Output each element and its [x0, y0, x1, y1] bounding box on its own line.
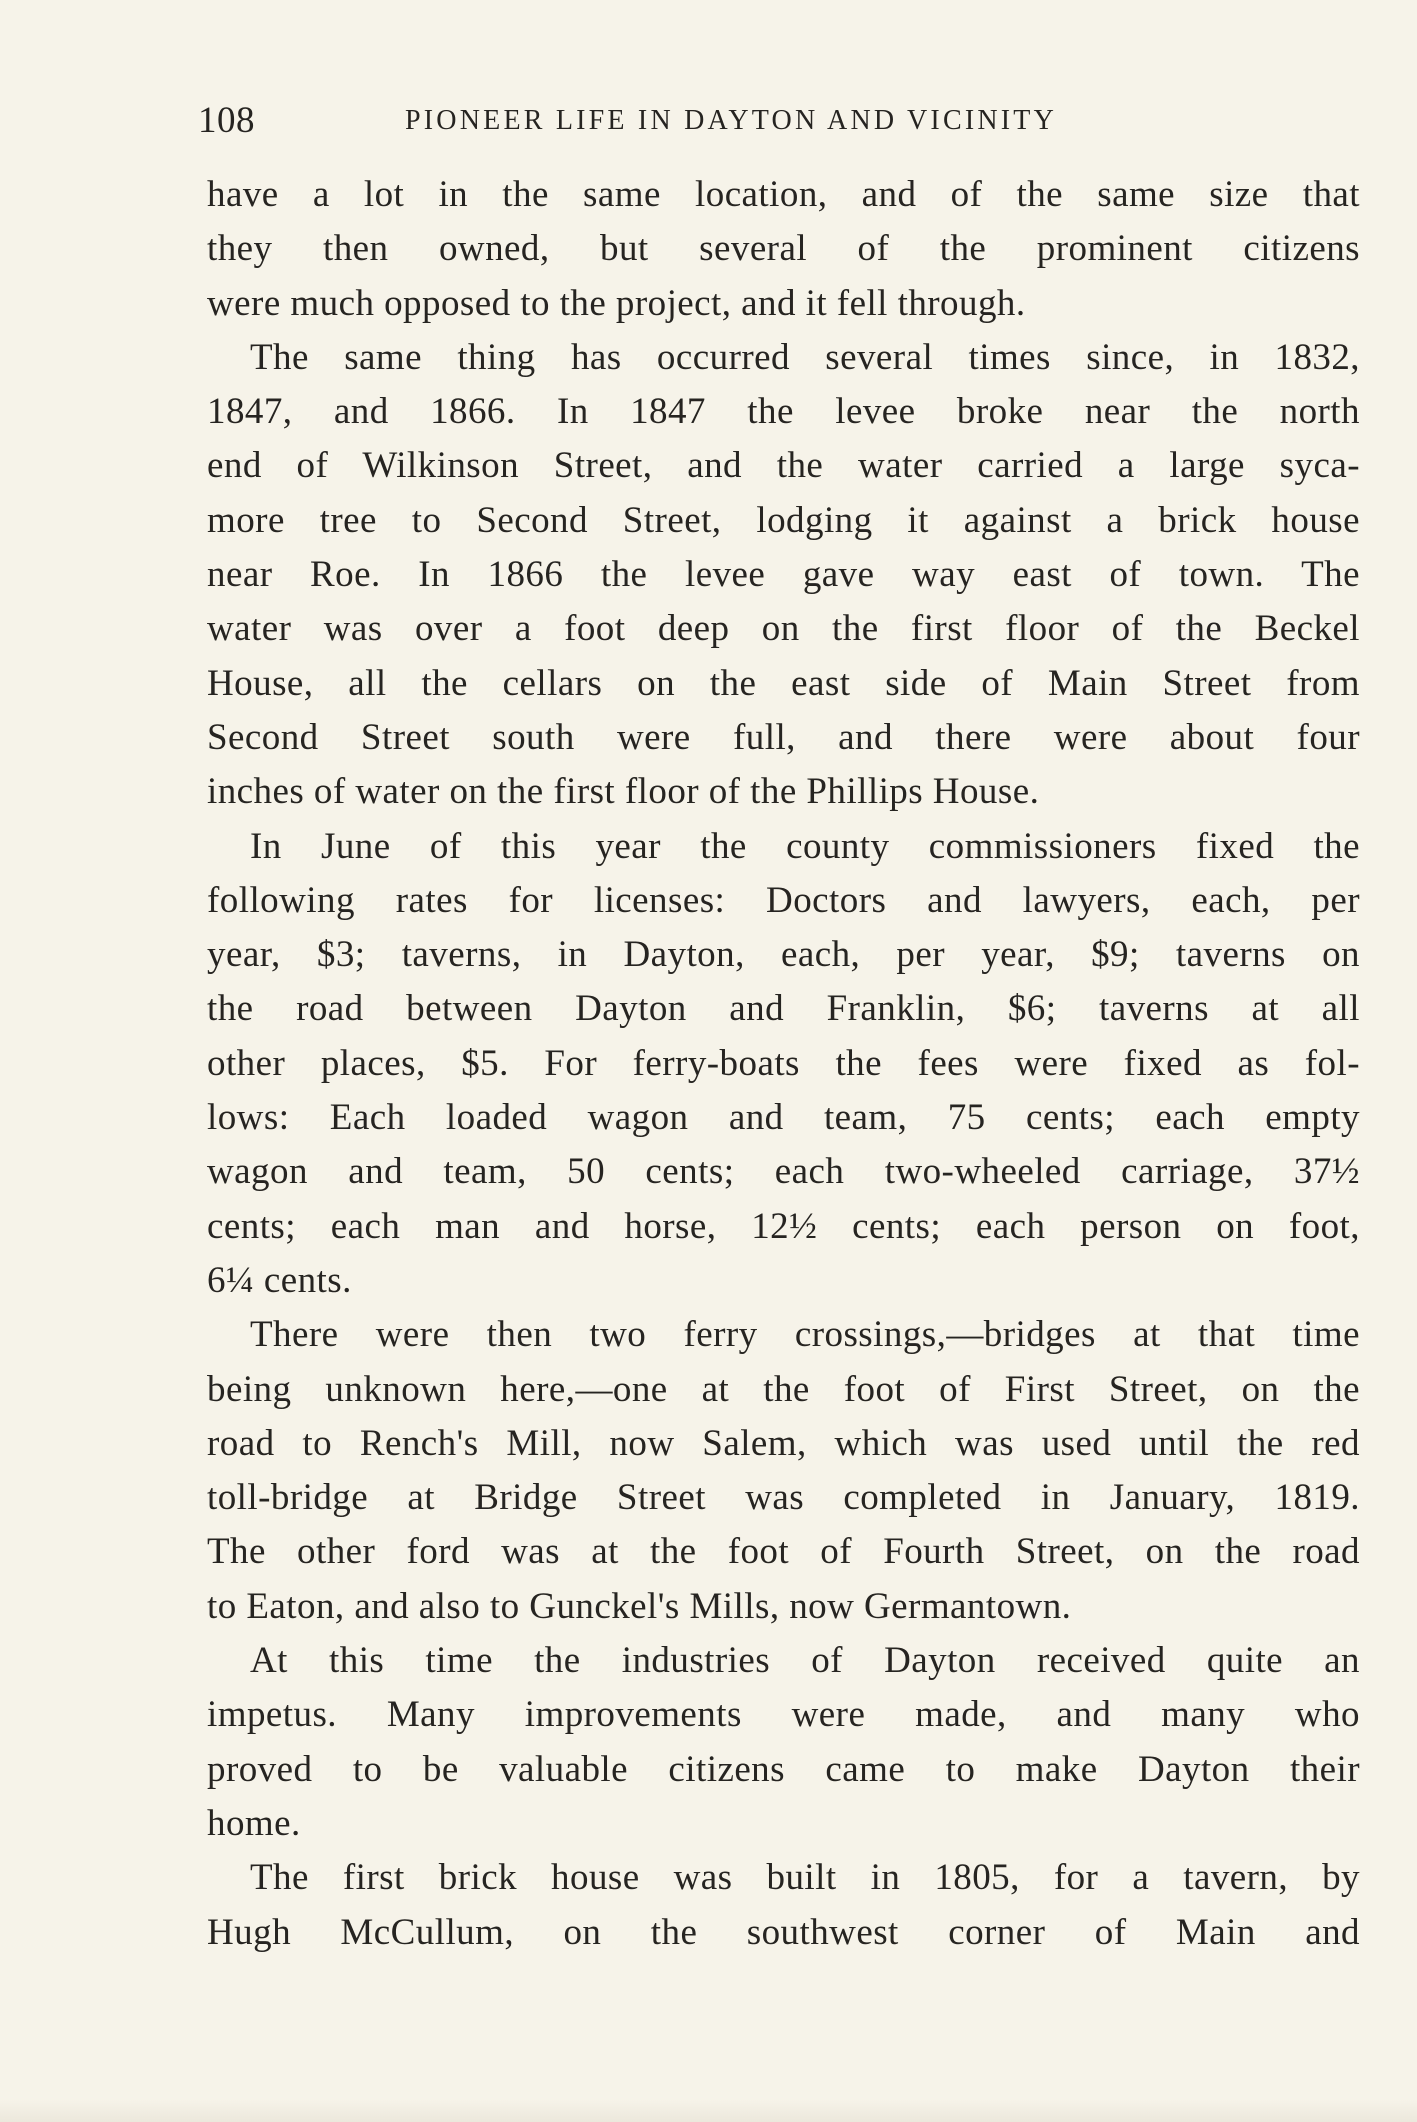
paragraph-ferry-crossings: [207, 1308, 1360, 1634]
text-line: home.: [207, 1802, 301, 1844]
text-line: The first brick house was built in 1805, for a tavern, by: [250, 1857, 1360, 1899]
text-line: inches of water on the first floor of the Phillips House.: [207, 771, 1040, 813]
text-line: water was over a foot deep on the first floor of the Beckel: [207, 608, 1360, 650]
text-line: impetus. Many improvements were made, and many who: [207, 1694, 1360, 1736]
text-line: There were then two ferry crossings,—bridges at that time: [250, 1314, 1360, 1356]
text-line: lows: Each loaded wagon and team, 75 cents; each empty: [207, 1097, 1360, 1139]
text-line: road to Rench's Mill, now Salem, which was used until the red: [207, 1422, 1360, 1464]
paragraph-first-brick-house: [207, 1851, 1360, 1960]
paragraph-floods: [207, 331, 1360, 820]
text-line: other places, $5. For ferry-boats the fees were fixed as fol-: [207, 1042, 1360, 1084]
text-line: have a lot in the same location, and of the same size that: [207, 174, 1360, 215]
text-line: to Eaton, and also to Gunckel's Mills, now Germantown.: [207, 1585, 1072, 1627]
text-line: proved to be valuable citizens came to make Dayton their: [207, 1748, 1360, 1790]
text-line: were much opposed to the project, and it fell through.: [207, 282, 1026, 324]
text-line: the road between Dayton and Franklin, $6; taverns at all: [207, 988, 1360, 1030]
page-edge-shadow: [0, 2100, 1417, 2122]
text-line: near Roe. In 1866 the levee gave way east of town. The: [207, 554, 1360, 596]
text-line: end of Wilkinson Street, and the water carried a large syca-: [207, 445, 1360, 487]
text-line: they then owned, but several of the prominent citizens: [207, 228, 1360, 270]
text-line: The same thing has occurred several times since, in 1832,: [250, 336, 1360, 378]
text-line: being unknown here,—one at the foot of First Street, on the: [207, 1368, 1360, 1410]
text-line: The other ford was at the foot of Fourth Street, on the road: [207, 1531, 1360, 1573]
text-line: Second Street south were full, and there were about four: [207, 716, 1360, 758]
paragraph-industries: [207, 1634, 1360, 1851]
page-number: 108: [198, 100, 255, 141]
running-title: PIONEER LIFE IN DAYTON AND VICINITY: [405, 105, 1058, 136]
text-line: At this time the industries of Dayton received quite an: [250, 1640, 1360, 1682]
paragraph-levee-project: [207, 168, 1360, 331]
text-line: House, all the cellars on the east side of Main Street from: [207, 662, 1360, 704]
text-line: toll-bridge at Bridge Street was completed in January, 1819.: [207, 1477, 1360, 1519]
text-line: following rates for licenses: Doctors and lawyers, each, per: [207, 879, 1360, 921]
text-line: 6¼ cents.: [207, 1259, 352, 1301]
text-line: cents; each man and horse, 12½ cents; each person on foot,: [207, 1205, 1360, 1247]
text-line: In June of this year the county commissioners fixed the: [250, 825, 1360, 867]
text-line: 1847, and 1866. In 1847 the levee broke near the north: [207, 391, 1360, 433]
paragraph-license-rates: [207, 820, 1360, 1309]
text-line: year, $3; taverns, in Dayton, each, per year, $9; taverns on: [207, 934, 1360, 976]
text-line: more tree to Second Street, lodging it against a brick house: [207, 499, 1360, 541]
running-head: [198, 98, 1368, 144]
text-line: Hugh McCullum, on the southwest corner of Main and: [207, 1911, 1360, 1953]
text-line: wagon and team, 50 cents; each two-wheeled carriage, 37½: [207, 1151, 1360, 1193]
body-text: [207, 168, 1360, 1960]
